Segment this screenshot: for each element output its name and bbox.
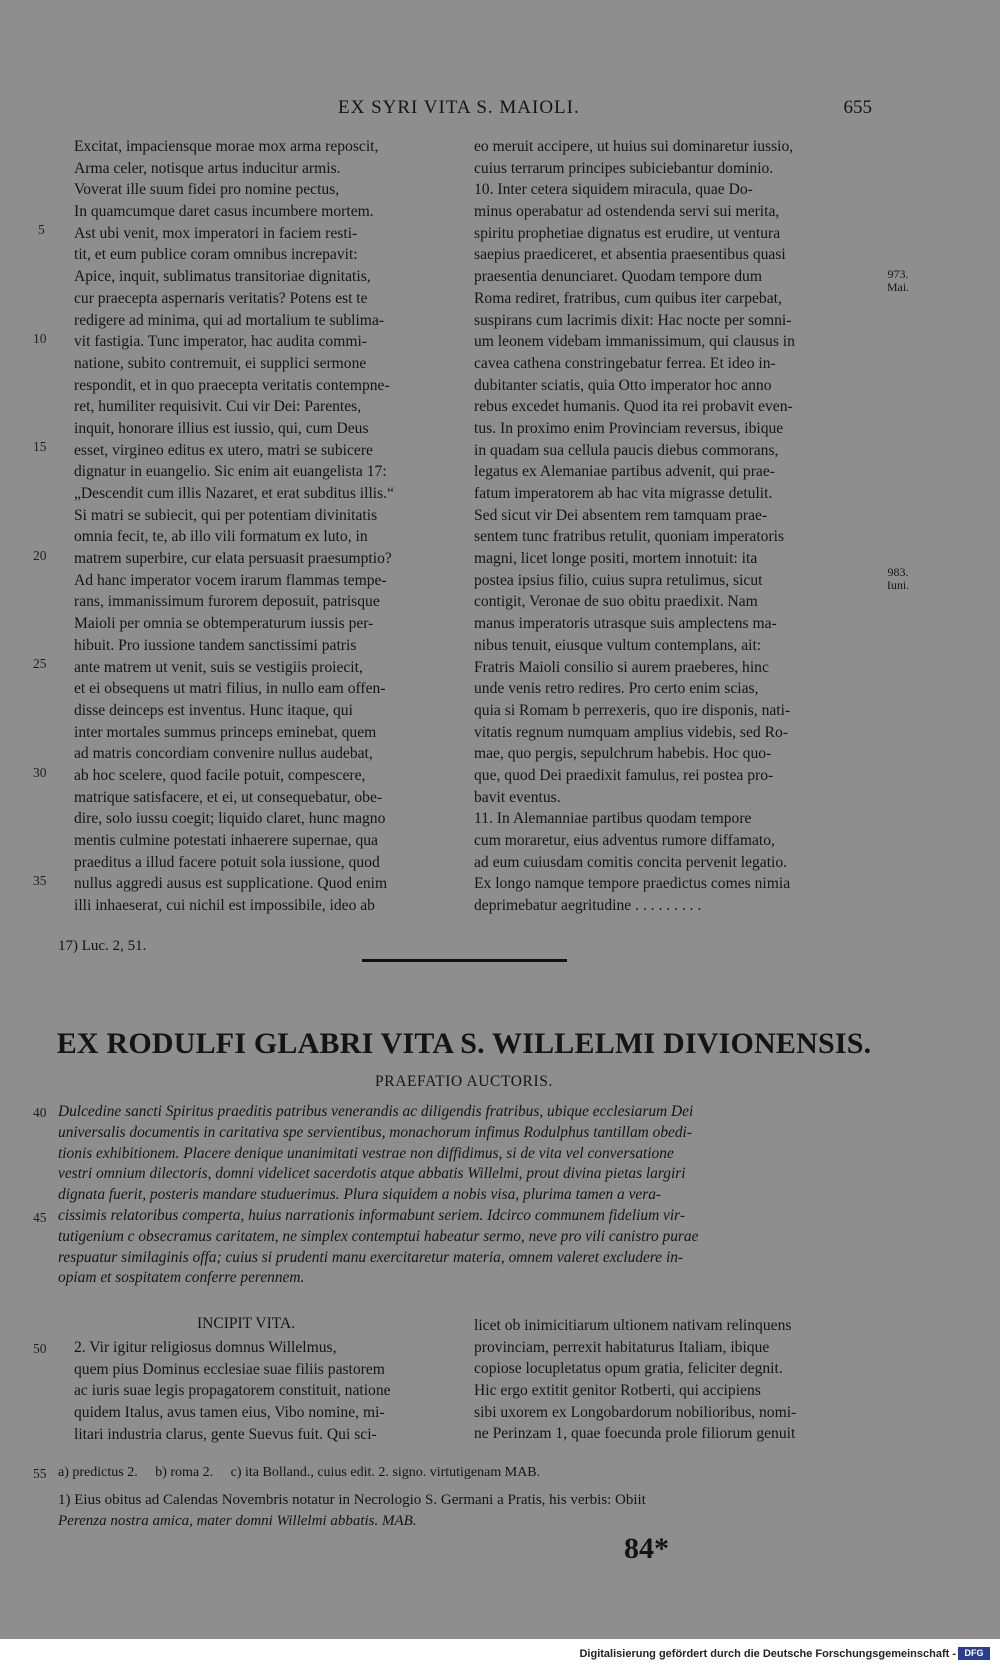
footnote-1-line2: Perenza nostra amica, mater domni Willelmi abbatis. MAB. [58, 1513, 417, 1529]
digitization-footer [0, 1639, 1000, 1669]
line-number-55: 55 [33, 1466, 47, 1481]
text-line: ad eum cuiusdam comitis concita pervenit legatio. [474, 853, 788, 871]
text-line: Apice, inquit, sublimatus transitoriae dignitatis, [74, 268, 371, 286]
text-line: Arma celer, notisque artus inducitur armis. [74, 159, 341, 177]
line-number-40: 40 [33, 1105, 47, 1120]
preface-line: Dulcedine sancti Spiritus praeditis patribus venerandis ac diligendis fratribus, ubique ecclesiarum Dei [58, 1103, 694, 1120]
text-line: fatum imperatorem ab hac vita migrasse detulit. [474, 485, 773, 502]
vita-right-column [474, 1315, 872, 1445]
text-line: nullus aggredi ausus est supplicatione. Quod enim [74, 875, 388, 893]
text-line: rebus excedet humanis. Quod ita rei probavit even- [474, 398, 793, 416]
text-line: legatus ex Alemaniae partibus advenit, qui prae- [474, 463, 775, 481]
text-line: Si matri se subiecit, qui per potentiam divinitatis [74, 506, 378, 524]
text-line: 10. Inter cetera siquidem miracula, quae Do- [474, 181, 753, 199]
text-line: minus operabatur ad ostendenda servi sui merita, [474, 203, 780, 221]
text-line: illi inhaeserat, cui nichil est impossibile, ideo ab [74, 897, 375, 915]
page-number: 655 [843, 97, 872, 118]
text-line: Hic ergo extitit genitor Rotberti, qui accipiens [474, 1382, 761, 1400]
text-line: quem pius Dominus ecclesiae suae filiis pastorem [74, 1360, 385, 1378]
line-number-35: 35 [33, 873, 47, 888]
line-number-10: 10 [33, 331, 47, 346]
preface-line: tionis exhibitionem. Placere denique unanimitati vestrae non diffidimus, si de vita vel conversatione [58, 1144, 674, 1162]
text-line: Sed sicut vir Dei absentem rem tamquam prae- [474, 506, 768, 524]
text-line: dubitanter sciatis, quia Otto imperator hoc anno [474, 376, 772, 394]
text-line: ret, humiliter requisivit. Cui vir Dei: Parentes, [74, 398, 362, 416]
text-line: cuius terrarum principes subiciebantur dominio. [474, 159, 774, 177]
text-line: redigere ad minima, qui ad mortalium te sublima- [74, 311, 385, 329]
text-line: eo meruit accipere, ut huius sui dominaretur iussio, [474, 138, 794, 155]
text-line: sibi uxorem ex Longobardorum nobilioribus, nomi- [474, 1403, 797, 1421]
preface-line: respuatur similaginis offa; cuius si prudenti manu exercitaretur materia, omnem valeret excludere in- [58, 1248, 684, 1266]
preface-line: universalis documentis in caritativa spe servientibus, monachorum infimus Rodulphus tantillam obedi- [58, 1123, 692, 1141]
text-line: provinciam, perrexit habitaturus Italiam, ibique [474, 1338, 770, 1356]
text-line: que, quod Dei praedixit famulus, rei postea pro- [474, 766, 774, 784]
text-line: cum moraretur, eius adventus rumore diffamato, [474, 832, 775, 849]
preface-line: cissimis relatoribus comperta, huius narrationis informabunt seriem. Idcirco communem fidelium vir- [58, 1206, 685, 1224]
text-line: suspirans cum lacrimis dixit: Hac nocte per somni- [474, 311, 792, 329]
line-number-20: 20 [33, 548, 47, 563]
preface-line: dignata fuerit, posteris mandare studuerimus. Plura siquidem a nobis visa, plurima tamen a vera- [58, 1186, 662, 1204]
preface-text [58, 1102, 870, 1289]
text-line: cavea cathena constringebatur ferrea. Et ideo in- [474, 354, 776, 372]
text-line: vitatis regnum numquam amplius videbis, sed Ro- [474, 723, 789, 741]
text-line: In quamcumque daret casus incumbere mortem. [74, 203, 374, 221]
text-line: saepius praediceret, et absentia praesentibus quasi [474, 246, 786, 264]
text-line: „Descendit cum illis Nazaret, et erat subditus illis.“ [74, 485, 395, 502]
footnote-1-line1: 1) Eius obitus ad Calendas Novembris notatur in Necrologio S. Germani a Pratis, his verbis: Obiit [58, 1492, 646, 1508]
text-line: in quadam sua cellula paucis diebus commorans, [474, 441, 779, 459]
text-line: rans, immanissimum furorem deposuit, patrisque [74, 593, 380, 611]
text-line: Ad hanc imperator vocem irarum flammas tempe- [74, 571, 387, 589]
text-line: spiritu prophetiae dignatus est erudire, ut ventura [474, 224, 781, 242]
preface-line: vestri omnium dilectoris, domni videlicet sacerdotis atque abbatis Willelmi, prout divina pietas largiri [58, 1165, 686, 1183]
text-line: 2. Vir igitur religiosus domnus Willelmus, [74, 1339, 337, 1356]
text-line: matrem superbire, cur elata persuasit praesumptio? [74, 550, 392, 568]
text-line: Voverat ille suum fidei pro nomine pectus, [74, 181, 340, 199]
preface-line: tutigenium c obsecramus caritatem, ne simplex contemptui habeatur sermo, neve pro vili canistro purae [58, 1227, 699, 1245]
text-line: manus imperatoris utrasque suis amplectens ma- [474, 615, 777, 633]
signature-mark: 84* [624, 1532, 669, 1565]
text-line: quidem Italus, avus tamen eius, Vibo nomine, mi- [74, 1404, 385, 1422]
text-line: quia si Romam b perrexeris, quo ire disponis, nati- [474, 701, 791, 719]
text-line: vit fastigia. Tunc imperator, hac audita commi- [74, 333, 367, 351]
text-line: dignatur in euangelio. Sic enim ait euangelista 17: [74, 463, 387, 481]
right-text-column [474, 136, 872, 917]
text-line: respondit, et in quo praecepta veritatis contempne- [74, 376, 390, 394]
text-line: bavit eventus. [474, 788, 561, 806]
text-line: Excitat, impaciensque morae mox arma reposcit, [74, 138, 379, 155]
section-rule [362, 959, 567, 962]
text-line: natione, subito contremuit, ei supplici sermone [74, 354, 367, 372]
footer-credit: Digitalisierung gefördert durch die Deutsche Forschungsgemeinschaft - [579, 1648, 956, 1660]
text-line: contigit, Veronae de suo obitu praedixit. Nam [474, 593, 758, 611]
text-line: ad matris concordiam convenire nullus audebat, [74, 745, 373, 763]
text-line: tus. In proximo enim Provinciam reversus, ibique [474, 419, 784, 437]
margin-note-983: 983. Iuni. [886, 565, 910, 592]
text-line: inquit, honorare illius est iussio, qui, cum Deus [74, 419, 369, 437]
running-header: EX SYRI VITA S. MAIOLI. [338, 97, 580, 118]
text-line: Roma rediret, fratribus, cum quibus iter carpebat, [474, 289, 782, 307]
preface-heading: PRAEFATIO AUCTORIS. [375, 1073, 553, 1090]
line-number-5: 5 [38, 222, 45, 237]
line-number-50: 50 [33, 1341, 47, 1356]
text-line: Fratris Maioli consilio si aurem praeberes, hinc [474, 658, 769, 676]
text-line: postea ipsius filio, cuius supra retulimus, sicut [474, 571, 763, 589]
line-number-30: 30 [33, 765, 47, 780]
text-line: esset, virgineo editus ex utero, matri se subicere [74, 441, 373, 459]
text-line: sentem tunc fratribus retulit, quoniam imperatoris [474, 528, 785, 546]
text-line: Ast ubi venit, mox imperatori in faciem resti- [74, 224, 358, 242]
line-number-45: 45 [33, 1210, 47, 1225]
text-line: 11. In Alemanniae partibus quodam tempore [474, 810, 752, 828]
text-line: Ex longo namque tempore praedictus comes nimia [474, 875, 791, 893]
text-line: licet ob inimicitiarum ultionem nativam relinquens [474, 1317, 792, 1334]
text-line: Maioli per omnia se obtemperaturum iussis per- [74, 615, 374, 633]
text-line: litari industria clarus, gente Suevus fuit. Qui sci- [74, 1425, 377, 1443]
footnote-variants: a) predictus 2. b) roma 2. c) ita Bolland., cuius edit. 2. signo. virtutigenam MAB. [58, 1465, 541, 1480]
text-line: inter mortales summus princeps eminebat, quem [74, 723, 377, 741]
text-line: praesentia denunciaret. Quodam tempore dum [474, 268, 762, 286]
vita-left-column [74, 1337, 459, 1445]
text-line: magni, licet longe positi, mortem innotuit: ita [474, 550, 758, 568]
text-line: unde venis retro redires. Pro certo enim scias, [474, 680, 759, 698]
incipit-heading: INCIPIT VITA. [197, 1315, 296, 1332]
section-title: EX RODULFI GLABRI VITA S. WILLELMI DIVIONENSIS. [56, 1027, 872, 1060]
text-line: hibuit. Pro iussione tandem sanctissimi patris [74, 636, 357, 654]
dfg-logo: DFG [958, 1647, 990, 1660]
text-line: ab hoc scelere, quod facile potuit, compescere, [74, 766, 366, 784]
text-line: mentis culmine potestati inhaerere supernae, qua [74, 832, 378, 849]
margin-note-973: 973. Mai. [886, 267, 910, 294]
footnote-17: 17) Luc. 2, 51. [58, 938, 147, 954]
text-line: ante matrem ut venit, suis se vestigiis proiecit, [74, 658, 363, 676]
text-line: tit, et eum publice coram omnibus increpavit: [74, 246, 358, 264]
text-line: nibus tenuit, eiusque vultum contemplans, ait: [474, 636, 762, 654]
text-line: dire, solo iussu coegit; liquido claret, hunc magno [74, 810, 386, 828]
text-line: deprimebatur aegritudine . . . . . . . . . [474, 897, 702, 915]
text-line: um leonem videbam immanissimum, qui clausus in [474, 333, 795, 351]
text-line: ac iuris suae legis propagatorem constituit, natione [74, 1382, 391, 1400]
text-line: disse deinceps est inventus. Hunc itaque, qui [74, 701, 353, 719]
text-line: copiose locupletatus opum gratia, feliciter degnit. [474, 1360, 783, 1378]
text-line: cur praecepta aspernaris veritatis? Potens est te [74, 289, 368, 307]
text-line: mae, quo pergis, sepulchrum habebis. Hoc quo- [474, 745, 772, 763]
text-line: omnia fecit, te, ab illo vili formatum ex luto, in [74, 528, 368, 546]
text-line: praeditus a illud facere potuit sola iussione, quod [74, 853, 380, 871]
left-text-column [74, 136, 459, 917]
line-number-25: 25 [33, 656, 47, 671]
text-line: matrique satisfacere, et ei, ut consequebatur, obe- [74, 788, 383, 806]
line-number-15: 15 [33, 439, 47, 454]
text-line: et ei obsequens ut matri filius, in nullo eam offen- [74, 680, 386, 698]
preface-line: opiam et sospitatem conferre perennem. [58, 1269, 305, 1287]
text-line: ne Perinzam 1, quae foecunda prole filiorum genuit [474, 1425, 796, 1443]
